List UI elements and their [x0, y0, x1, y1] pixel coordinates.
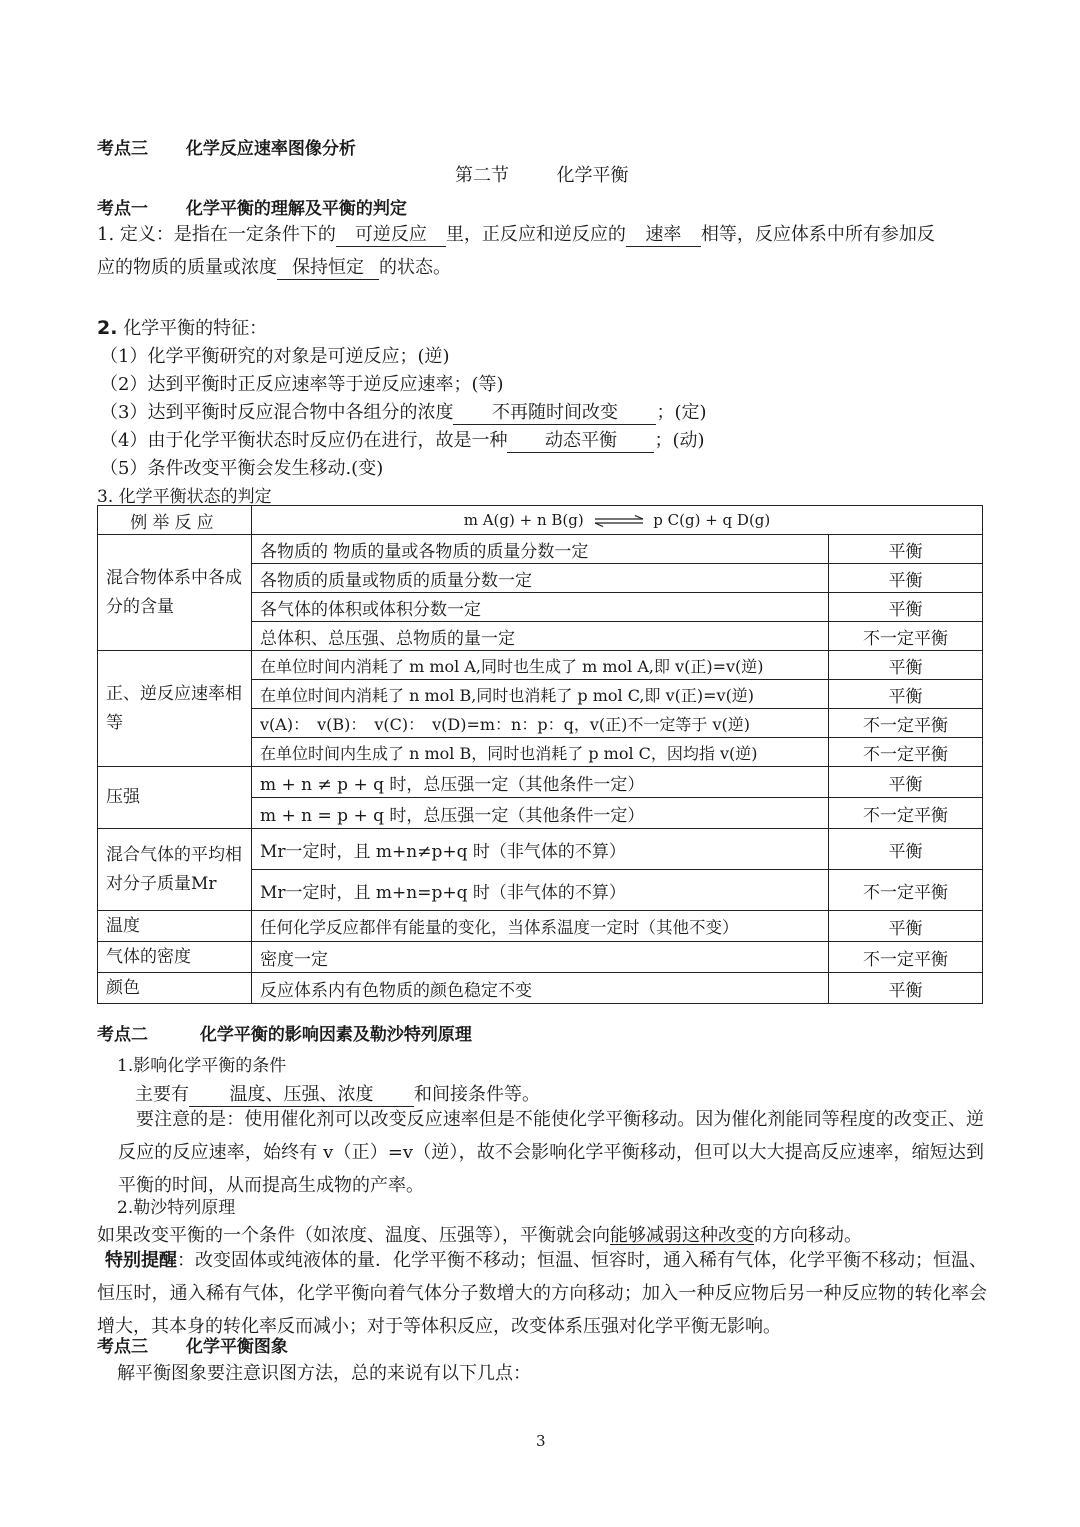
- result-cell: 不一定平衡: [829, 622, 983, 651]
- kp1-heading: [97, 194, 407, 219]
- judge-title: 3. 化学平衡状态的判定: [97, 487, 272, 507]
- heading-title: 化学反应速率图像分析: [185, 139, 356, 159]
- heading-label: 考点三: [97, 139, 148, 159]
- kp3-label: 考点三: [97, 1337, 148, 1357]
- feature-item: （2）达到平衡时正反应速率等于逆反应速率；(等): [100, 374, 504, 395]
- table-header-row: [98, 506, 983, 535]
- features-title-text: 化学平衡的特征：: [123, 318, 268, 339]
- def-blank-constant: 保持恒定: [277, 258, 379, 280]
- equation-right: p C(g) + q D(g): [653, 511, 771, 529]
- page-number: 3: [536, 1432, 546, 1450]
- feature-text: （3）达到平衡时反应混合物中各组分的浓度: [100, 402, 454, 423]
- reminder-text: ：改变固体或纯液体的量．化学平衡不移动；恒温、恒容时，通入稀有气体，化学平衡不移动；恒温、恒压时，通入稀有气体，化学平衡向着气体分子数增大的方向移动；加入一种反应物后另一种反应物的转化率会增大，其本身的转化率反而减小；对于等体积反应，改变体系压强对化学平衡无影响。: [97, 1250, 987, 1337]
- kp1-title: 化学平衡的理解及平衡的判定: [185, 199, 407, 219]
- principle-underlined: 能够减弱这种改变: [610, 1225, 754, 1246]
- condition-cell: v(A)： v(B)： v(C)： v(D)=m：n：p：q，v(正)不一定等于 v(逆): [252, 709, 829, 738]
- condition-cell: 在单位时间内生成了 n mol B，同时也消耗了 p mol C，因均指 v(逆): [252, 738, 829, 767]
- kp2-label: 考点二: [97, 1025, 148, 1045]
- equilibrium-table: [97, 505, 983, 1004]
- result-cell: 不一定平衡: [829, 798, 983, 829]
- kp1-label: 考点一: [97, 199, 148, 219]
- section-number: 第二节: [455, 165, 509, 186]
- category-cell: 正、逆反应速率相等: [98, 651, 252, 767]
- def-text-1: 1. 定义：是指在一定条件下的: [97, 224, 336, 245]
- kp2-subheading-2: 2.勒沙特列原理: [117, 1198, 236, 1218]
- feature-text: ；(定): [656, 402, 707, 423]
- feature-text: （4）由于化学平衡状态时反应仍在进行，故是一种: [100, 430, 508, 451]
- table-row: [98, 973, 983, 1004]
- condition-cell: 总体积、总压强、总物质的量一定: [252, 622, 829, 651]
- reminder-label: 特别提醒: [105, 1250, 177, 1271]
- result-cell: 平衡: [829, 767, 983, 798]
- special-reminder: [97, 1244, 987, 1343]
- kp2-subheading-1: 1.影响化学平衡的条件: [117, 1056, 287, 1076]
- category-cell: 混合物体系中各成分的含量: [98, 535, 252, 651]
- category-cell: 压强: [98, 767, 252, 829]
- table-row: [98, 535, 983, 564]
- previous-section-heading: [97, 134, 356, 159]
- condition-cell: 各物质的质量或物质的质量分数一定: [252, 564, 829, 593]
- result-cell: 平衡: [829, 911, 983, 942]
- section-name: 化学平衡: [556, 165, 629, 186]
- result-cell: 平衡: [829, 651, 983, 680]
- result-cell: 平衡: [829, 680, 983, 709]
- def-text-5: 的状态。: [379, 257, 451, 278]
- feature-text: ；(动): [654, 430, 705, 451]
- condition-cell: 在单位时间内消耗了 n mol B,同时也消耗了 p mol C,即 v(正)=v(逆): [252, 680, 829, 709]
- result-cell: 平衡: [829, 564, 983, 593]
- result-cell: 不一定平衡: [829, 870, 983, 911]
- result-cell: 平衡: [829, 973, 983, 1004]
- main-factors-blank: 温度、压强、浓度: [189, 1085, 414, 1107]
- principle-text: 的方向移动。: [754, 1225, 862, 1246]
- definition-paragraph: [97, 218, 987, 284]
- catalyst-note: 要注意的是：使用催化剂可以改变反应速率但是不能使化学平衡移动。因为催化剂能同等程度的改变正、逆反应的反应速率，始终有 v（正）=v（逆），故不会影响化学平衡移动，但可以大大提高反应速率，缩短达到平衡的时间，从而提高生成物的产率。: [118, 1109, 984, 1196]
- condition-cell: 在单位时间内消耗了 m mol A,同时也生成了 m mol A,即 v(正)=v(逆): [252, 651, 829, 680]
- condition-cell: 反应体系内有色物质的颜色稳定不变: [252, 973, 829, 1004]
- condition-cell: 任何化学反应都伴有能量的变化，当体系温度一定时（其他不变）: [252, 911, 829, 942]
- condition-cell: m + n ≠ p + q 时，总压强一定（其他条件一定）: [252, 767, 829, 798]
- feature-blank: 动态平衡: [507, 431, 654, 453]
- main-factors-text: 主要有: [135, 1084, 189, 1105]
- feature-item: （1）化学平衡研究的对象是可逆反应；(逆): [100, 346, 450, 367]
- result-cell: 不一定平衡: [829, 942, 983, 973]
- table-row: [98, 911, 983, 942]
- result-cell: 平衡: [829, 593, 983, 622]
- reaction-equation: [252, 506, 983, 535]
- category-cell: 混合气体的平均相对分子质量Mr: [98, 829, 252, 911]
- def-text-2: 里，正反应和逆反应的: [445, 224, 626, 245]
- def-text-3: 相等，反应体系中所有参加反: [700, 224, 935, 245]
- table-row: [98, 767, 983, 798]
- feature-item: （5）条件改变平衡会发生移动.(变): [100, 458, 384, 479]
- kp3-text: 解平衡图象要注意识图方法，总的来说有以下几点：: [117, 1363, 531, 1384]
- equation-left: m A(g) + n B(g): [463, 511, 584, 529]
- equilibrium-arrow-icon: [593, 515, 645, 527]
- features-number: 2.: [97, 317, 118, 339]
- condition-cell: Mr一定时，且 m+n≠p+q 时（非气体的不算）: [252, 829, 829, 870]
- condition-cell: 各物质的 物质的量或各物质的质量分数一定: [252, 535, 829, 564]
- condition-cell: m + n = p + q 时，总压强一定（其他条件一定）: [252, 798, 829, 829]
- table-row: [98, 829, 983, 870]
- kp2-heading: [97, 1020, 472, 1045]
- condition-cell: 各气体的体积或体积分数一定: [252, 593, 829, 622]
- def-blank-rate: 速率: [626, 225, 701, 247]
- result-cell: 不一定平衡: [829, 738, 983, 767]
- table-row: [98, 942, 983, 973]
- kp2-title: 化学平衡的影响因素及勒沙特列原理: [199, 1025, 472, 1045]
- def-text-4: 应的物质的质量或浓度: [97, 257, 277, 278]
- feature-item: [100, 426, 705, 453]
- section-title: [455, 161, 628, 187]
- feature-blank: 不再随时间改变: [453, 403, 656, 425]
- kp3-heading: [97, 1332, 288, 1357]
- features-title: [97, 314, 267, 340]
- category-cell: 颜色: [98, 973, 252, 1004]
- category-cell: 气体的密度: [98, 942, 252, 973]
- table-header-label: 例举反应: [98, 506, 252, 535]
- table-row: [98, 651, 983, 680]
- def-blank-reversible: 可逆反应: [336, 225, 446, 247]
- result-cell: 平衡: [829, 535, 983, 564]
- main-factors-text: 和间接条件等。: [414, 1084, 540, 1105]
- result-cell: 平衡: [829, 829, 983, 870]
- feature-item: [100, 398, 707, 425]
- kp3-title: 化学平衡图象: [185, 1337, 288, 1357]
- category-cell: 温度: [98, 911, 252, 942]
- condition-cell: Mr一定时，且 m+n=p+q 时（非气体的不算）: [252, 870, 829, 911]
- principle-text: 如果改变平衡的一个条件（如浓度、温度、压强等），平衡就会向: [97, 1225, 610, 1246]
- condition-cell: 密度一定: [252, 942, 829, 973]
- result-cell: 不一定平衡: [829, 709, 983, 738]
